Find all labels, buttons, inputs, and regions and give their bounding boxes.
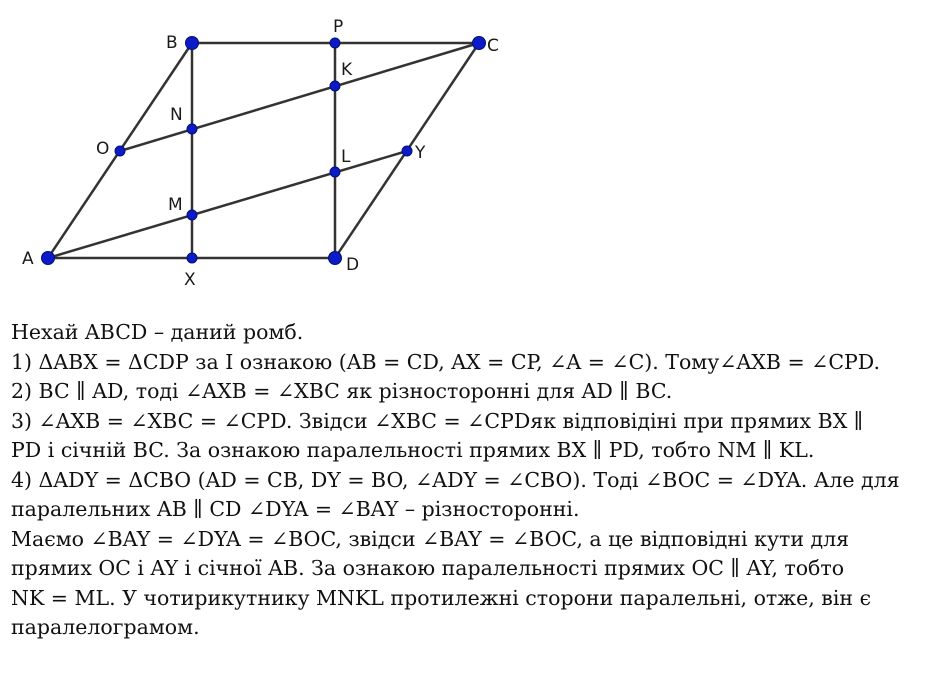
point-X	[187, 253, 197, 263]
label-M: M	[168, 195, 183, 215]
label-O: O	[96, 139, 110, 159]
segment-OC	[120, 43, 479, 151]
point-P	[330, 38, 340, 48]
proof-line: NK = ML. У чотирикутнику MNKL протилежні сторони паралельні, отже, він є	[11, 585, 872, 610]
proof-line: 1) ΔABX = ΔCDP за I ознакою (AB = CD, AX = CP, ∠A = ∠C). Тому∠AXB = ∠CPD.	[11, 349, 881, 374]
proof-line: Нехай ABCD – даний ромб.	[11, 320, 304, 344]
proof-line: 3) ∠AXB = ∠XBC = ∠CPD. Звідси ∠XBC = ∠CPDяк відповідіні при прямих BX ∥	[11, 408, 864, 433]
point-C	[473, 37, 486, 50]
point-A	[42, 252, 55, 265]
label-N: N	[170, 105, 183, 125]
proof-line: Маємо ∠BAY = ∠DYA = ∠BOC, звідси ∠BAY = ∠BOC, а це відповідні кути для	[11, 526, 850, 551]
point-D	[329, 252, 342, 265]
segment-AY	[48, 151, 407, 258]
label-A: A	[22, 249, 34, 269]
label-D: D	[346, 255, 360, 275]
point-O	[115, 146, 125, 156]
rhombus-diagram	[0, 0, 926, 300]
label-C: C	[487, 36, 499, 56]
proof-line: паралельних AB ∥ CD ∠DYA = ∠BAY – різносторонні.	[11, 497, 580, 521]
proof-line: 4) ΔADY = ΔCBO (AD = CB, DY = BO, ∠ADY = ∠CBO). Тоді ∠BOC = ∠DYA. Але для	[11, 467, 900, 492]
label-L: L	[341, 147, 351, 167]
point-K	[330, 81, 340, 91]
point-Y	[402, 146, 412, 156]
label-Y: Y	[415, 143, 426, 163]
label-B: B	[166, 33, 178, 53]
point-N	[187, 124, 197, 134]
point-B	[186, 37, 199, 50]
point-M	[187, 210, 197, 220]
proof-line: прямих OC і AY і січної AB. За ознакою паралельності прямих OC ∥ AY, тобто	[11, 556, 845, 580]
proof-line: паралелограмом.	[11, 615, 200, 639]
proof-text	[11, 318, 916, 643]
label-X: X	[184, 270, 196, 290]
label-P: P	[333, 17, 344, 37]
point-L	[330, 167, 340, 177]
proof-line: 2) BC ∥ AD, тоді ∠AXB = ∠XBC як різносторонні для AD ∥ BC.	[11, 379, 673, 403]
label-K: K	[341, 60, 353, 80]
proof-line: PD і січній BC. За ознакою паралельності прямих BX ∥ PD, тобто NM ∥ KL.	[11, 438, 815, 462]
